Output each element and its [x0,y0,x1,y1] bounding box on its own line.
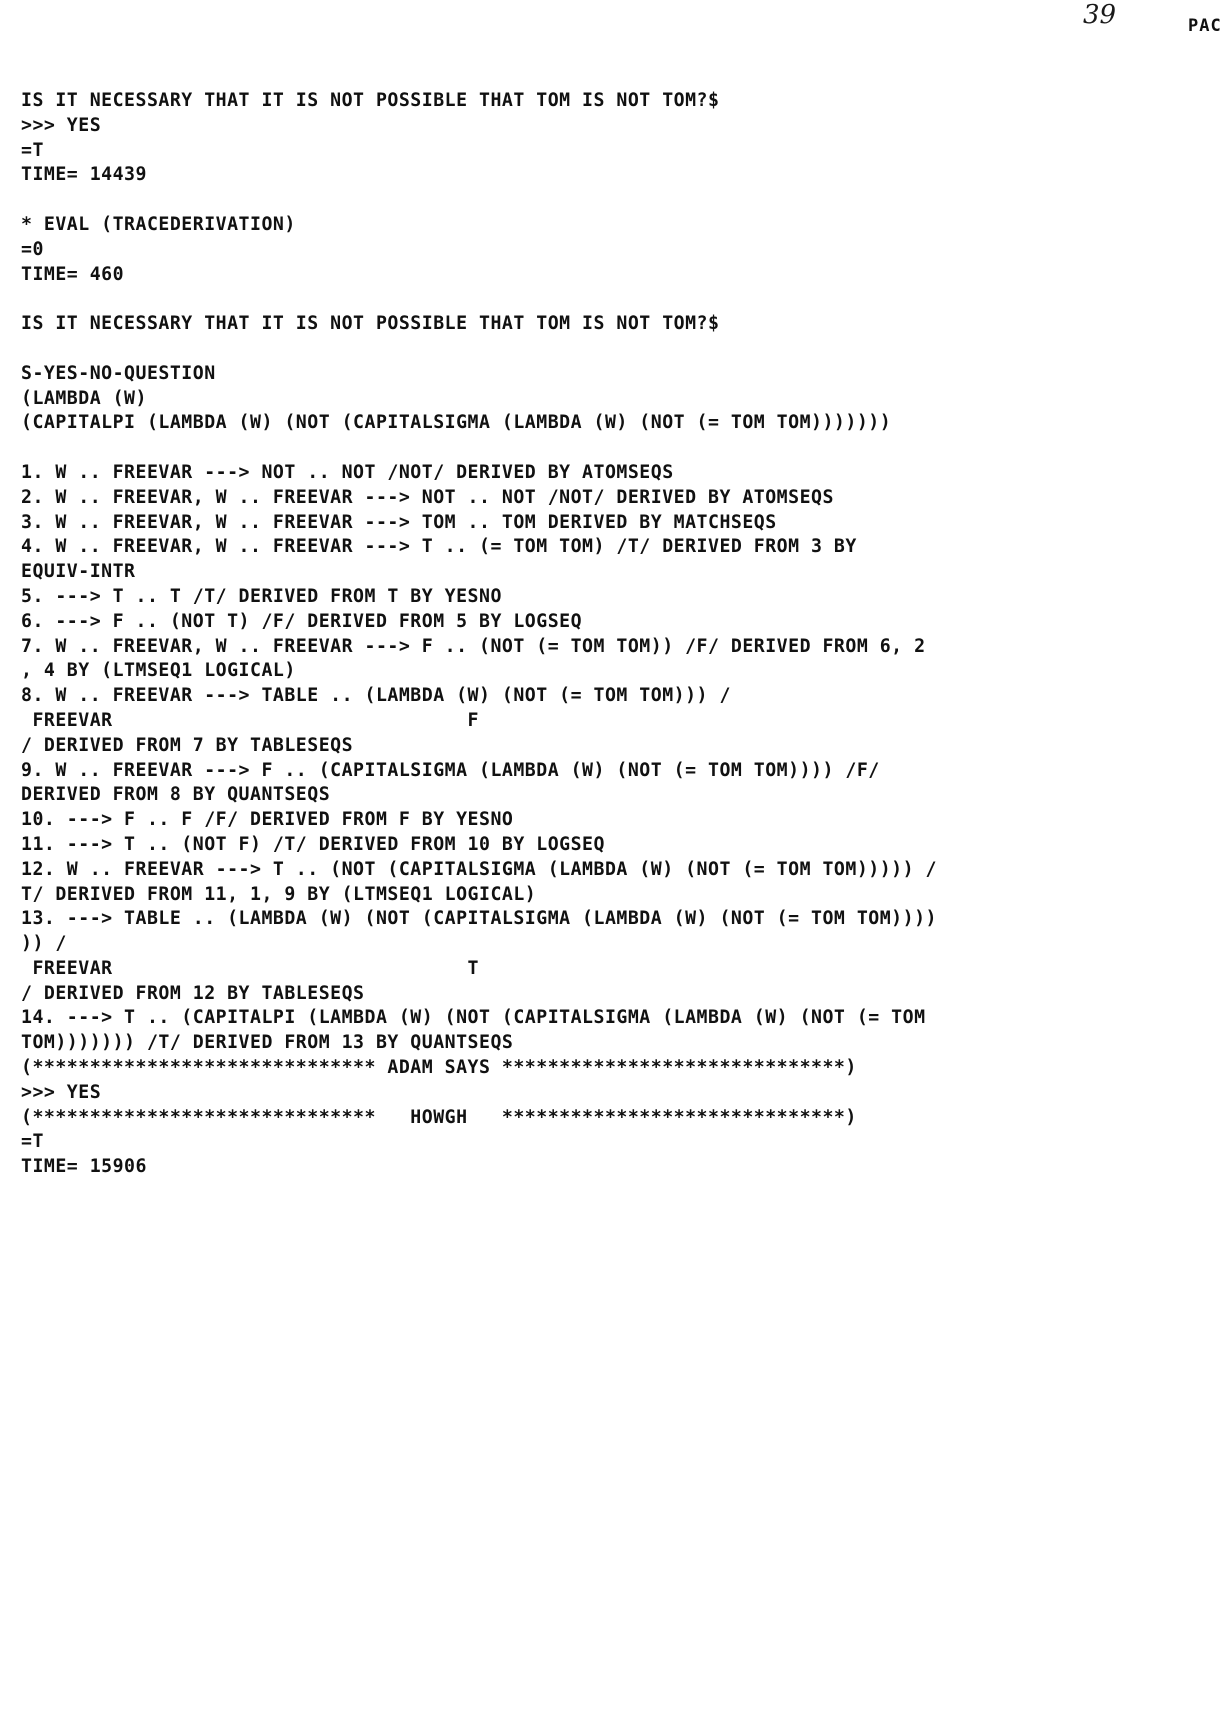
printout-line [21,436,1216,461]
printout [21,89,1216,1180]
printout-line: 5. ---> T .. T /T/ DERIVED FROM T BY YESNO [21,585,502,607]
printout-line: 6. ---> F .. (NOT T) /F/ DERIVED FROM 5 BY LOGSEQ [21,610,583,632]
printout-line: >>> YES [21,1081,102,1103]
printout-line: 1. W .. FREEVAR ---> NOT .. NOT /NOT/ DERIVED BY ATOMSEQS [21,461,674,483]
printout-line: TIME= 15906 [21,1156,147,1178]
page-tag: PAC [1188,16,1222,36]
printout-line: (LAMBDA (W) [21,387,147,409]
printout-line: )) / [21,933,67,955]
printout-line: FREEVAR T [21,957,479,979]
printout-line: =T [21,139,44,161]
printout-line: (CAPITALPI (LAMBDA (W) (NOT (CAPITALSIGMA (LAMBDA (W) (NOT (= TOM TOM))))))) [21,412,892,434]
printout-line: 8. W .. FREEVAR ---> TABLE .. (LAMBDA (W) (NOT (= TOM TOM))) / [21,685,731,707]
printout-line: 12. W .. FREEVAR ---> T .. (NOT (CAPITALSIGMA (LAMBDA (W) (NOT (= TOM TOM))))) / [21,858,937,880]
printout-line: / DERIVED FROM 7 BY TABLESEQS [21,734,354,756]
page-number: 39 [1083,0,1117,30]
printout-line [21,188,1216,213]
printout-line: (****************************** ADAM SAYS ******************************) [21,1057,857,1079]
printout-line: TIME= 460 [21,263,125,285]
printout-line: TIME= 14439 [21,164,147,186]
printout-line: =0 [21,238,44,260]
printout-line: 11. ---> T .. (NOT F) /T/ DERIVED FROM 10 BY LOGSEQ [21,833,605,855]
printout-line: EQUIV-INTR [21,561,136,583]
printout-line [21,337,1216,362]
printout-line: DERIVED FROM 8 BY QUANTSEQS [21,784,331,806]
printout-line: IS IT NECESSARY THAT IT IS NOT POSSIBLE THAT TOM IS NOT TOM?$ [21,90,720,111]
printout-line: 10. ---> F .. F /F/ DERIVED FROM F BY YESNO [21,809,514,831]
printout-line: * EVAL (TRACEDERIVATION) [21,213,296,235]
printout-line: 7. W .. FREEVAR, W .. FREEVAR ---> F .. (NOT (= TOM TOM)) /F/ DERIVED FROM 6, 2 [21,635,926,657]
printout-line: >>> YES [21,114,102,136]
printout-line: 14. ---> T .. (CAPITALPI (LAMBDA (W) (NOT (CAPITALSIGMA (LAMBDA (W) (NOT (= TOM [21,1007,926,1029]
printout-line: 4. W .. FREEVAR, W .. FREEVAR ---> T .. (= TOM TOM) /T/ DERIVED FROM 3 BY [21,536,857,558]
printout-line: S-YES-NO-QUESTION [21,362,216,384]
printout-line: TOM))))))) /T/ DERIVED FROM 13 BY QUANTSEQS [21,1032,514,1054]
printout-line: 2. W .. FREEVAR, W .. FREEVAR ---> NOT .. NOT /NOT/ DERIVED BY ATOMSEQS [21,486,834,508]
printout-line [21,287,1216,312]
printout-line: T/ DERIVED FROM 11, 1, 9 BY (LTMSEQ1 LOGICAL) [21,883,537,905]
printout-line: (****************************** HOWGH ******************************) [21,1106,857,1128]
printout-line: IS IT NECESSARY THAT IT IS NOT POSSIBLE THAT TOM IS NOT TOM?$ [21,313,720,335]
printout-line: 3. W .. FREEVAR, W .. FREEVAR ---> TOM .. TOM DERIVED BY MATCHSEQS [21,511,777,533]
printout-line: =T [21,1131,44,1153]
printout-line: , 4 BY (LTMSEQ1 LOGICAL) [21,660,296,682]
printout-line: 9. W .. FREEVAR ---> F .. (CAPITALSIGMA (LAMBDA (W) (NOT (= TOM TOM)))) /F/ [21,759,880,781]
printout-line: FREEVAR F [21,709,479,731]
printout-line: 13. ---> TABLE .. (LAMBDA (W) (NOT (CAPITALSIGMA (LAMBDA (W) (NOT (= TOM TOM)))) [21,908,937,930]
printout-line: / DERIVED FROM 12 BY TABLESEQS [21,982,365,1004]
